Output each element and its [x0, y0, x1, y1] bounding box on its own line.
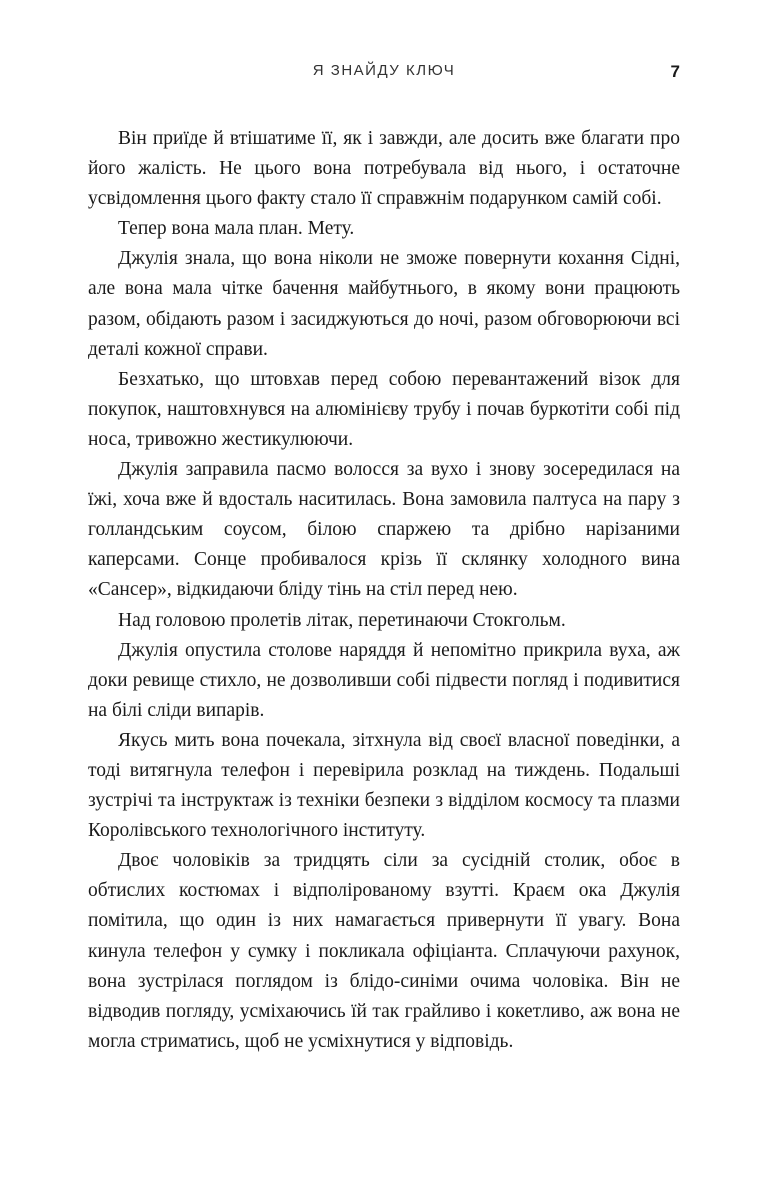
paragraph: Він приїде й втішатиме її, як і завжди, але досить вже благати про його жалість. Не цього вона потребувала від нього, і остаточне усвідомлення цього факту стало її справжнім подарунком самій собі. — [88, 128, 680, 210]
paragraph: Тепер вона мала план. Мету. — [118, 218, 355, 240]
paragraph: Над головою пролетів літак, перетинаючи Стокгольм. — [118, 609, 566, 631]
paragraph: Якусь мить вона почекала, зітхнула від своєї власної поведінки, а тоді витягнула телефон і перевірила розклад на тиждень. Подальші зустрічі та інструктаж із техніки безпеки з відділом космосу та плазми Королівського технологічного інституту. — [88, 729, 680, 842]
paragraph: Джулія заправила пасмо волосся за вухо і знову зосередилася на їжі, хоча вже й вдосталь наситилась. Вона замовила палтуса на пару з голландським соусом, білою спаржею та дрібно нарізаними каперсами. Сонце пробивалося крізь її склянку холодного вина «Сансер», відкидаючи бліду тінь на стіл перед нею. — [88, 459, 680, 601]
paragraph: Джулія опустила столове наряддя й непомітно прикрила вуха, аж доки ревище стихло, не дозволивши собі підвести погляд і подивитися на білі сліди випарів. — [88, 639, 680, 721]
paragraph: Безхатько, що штовхав перед собою перевантажений візок для покупок, наштовхнувся на алюмінієву трубу і почав буркотіти собі під носа, тривожно жестикулюючи. — [88, 368, 680, 450]
running-title: Я ЗНАЙДУ КЛЮЧ — [312, 62, 456, 79]
running-header — [0, 62, 768, 86]
paragraph: Двоє чоловіків за тридцять сіли за сусідній столик, обоє в обтислих костюмах і відполірованому взутті. Краєм ока Джулія помітила, що один із них намагається привернути її увагу. Вона кинула телефон у сумку і покликала офіціанта. Сплачуючи рахунок, вона зустрілася поглядом із блідо-синіми очима чоловіка. Він не відводив погляду, усміхаючись їй так грайливо і кокетливо, аж вона не могла стриматись, щоб не усміхнутися у відповідь. — [88, 850, 680, 1052]
page-number: 7 — [670, 62, 680, 81]
body-text — [88, 124, 680, 1057]
paragraph: Джулія знала, що вона ніколи не зможе повернути кохання Сідні, але вона мала чітке бачення майбутнього, в якому вони працюють разом, обідають разом і засиджуються до ночі, разом обговорюючи всі деталі кожної справи. — [88, 248, 680, 360]
